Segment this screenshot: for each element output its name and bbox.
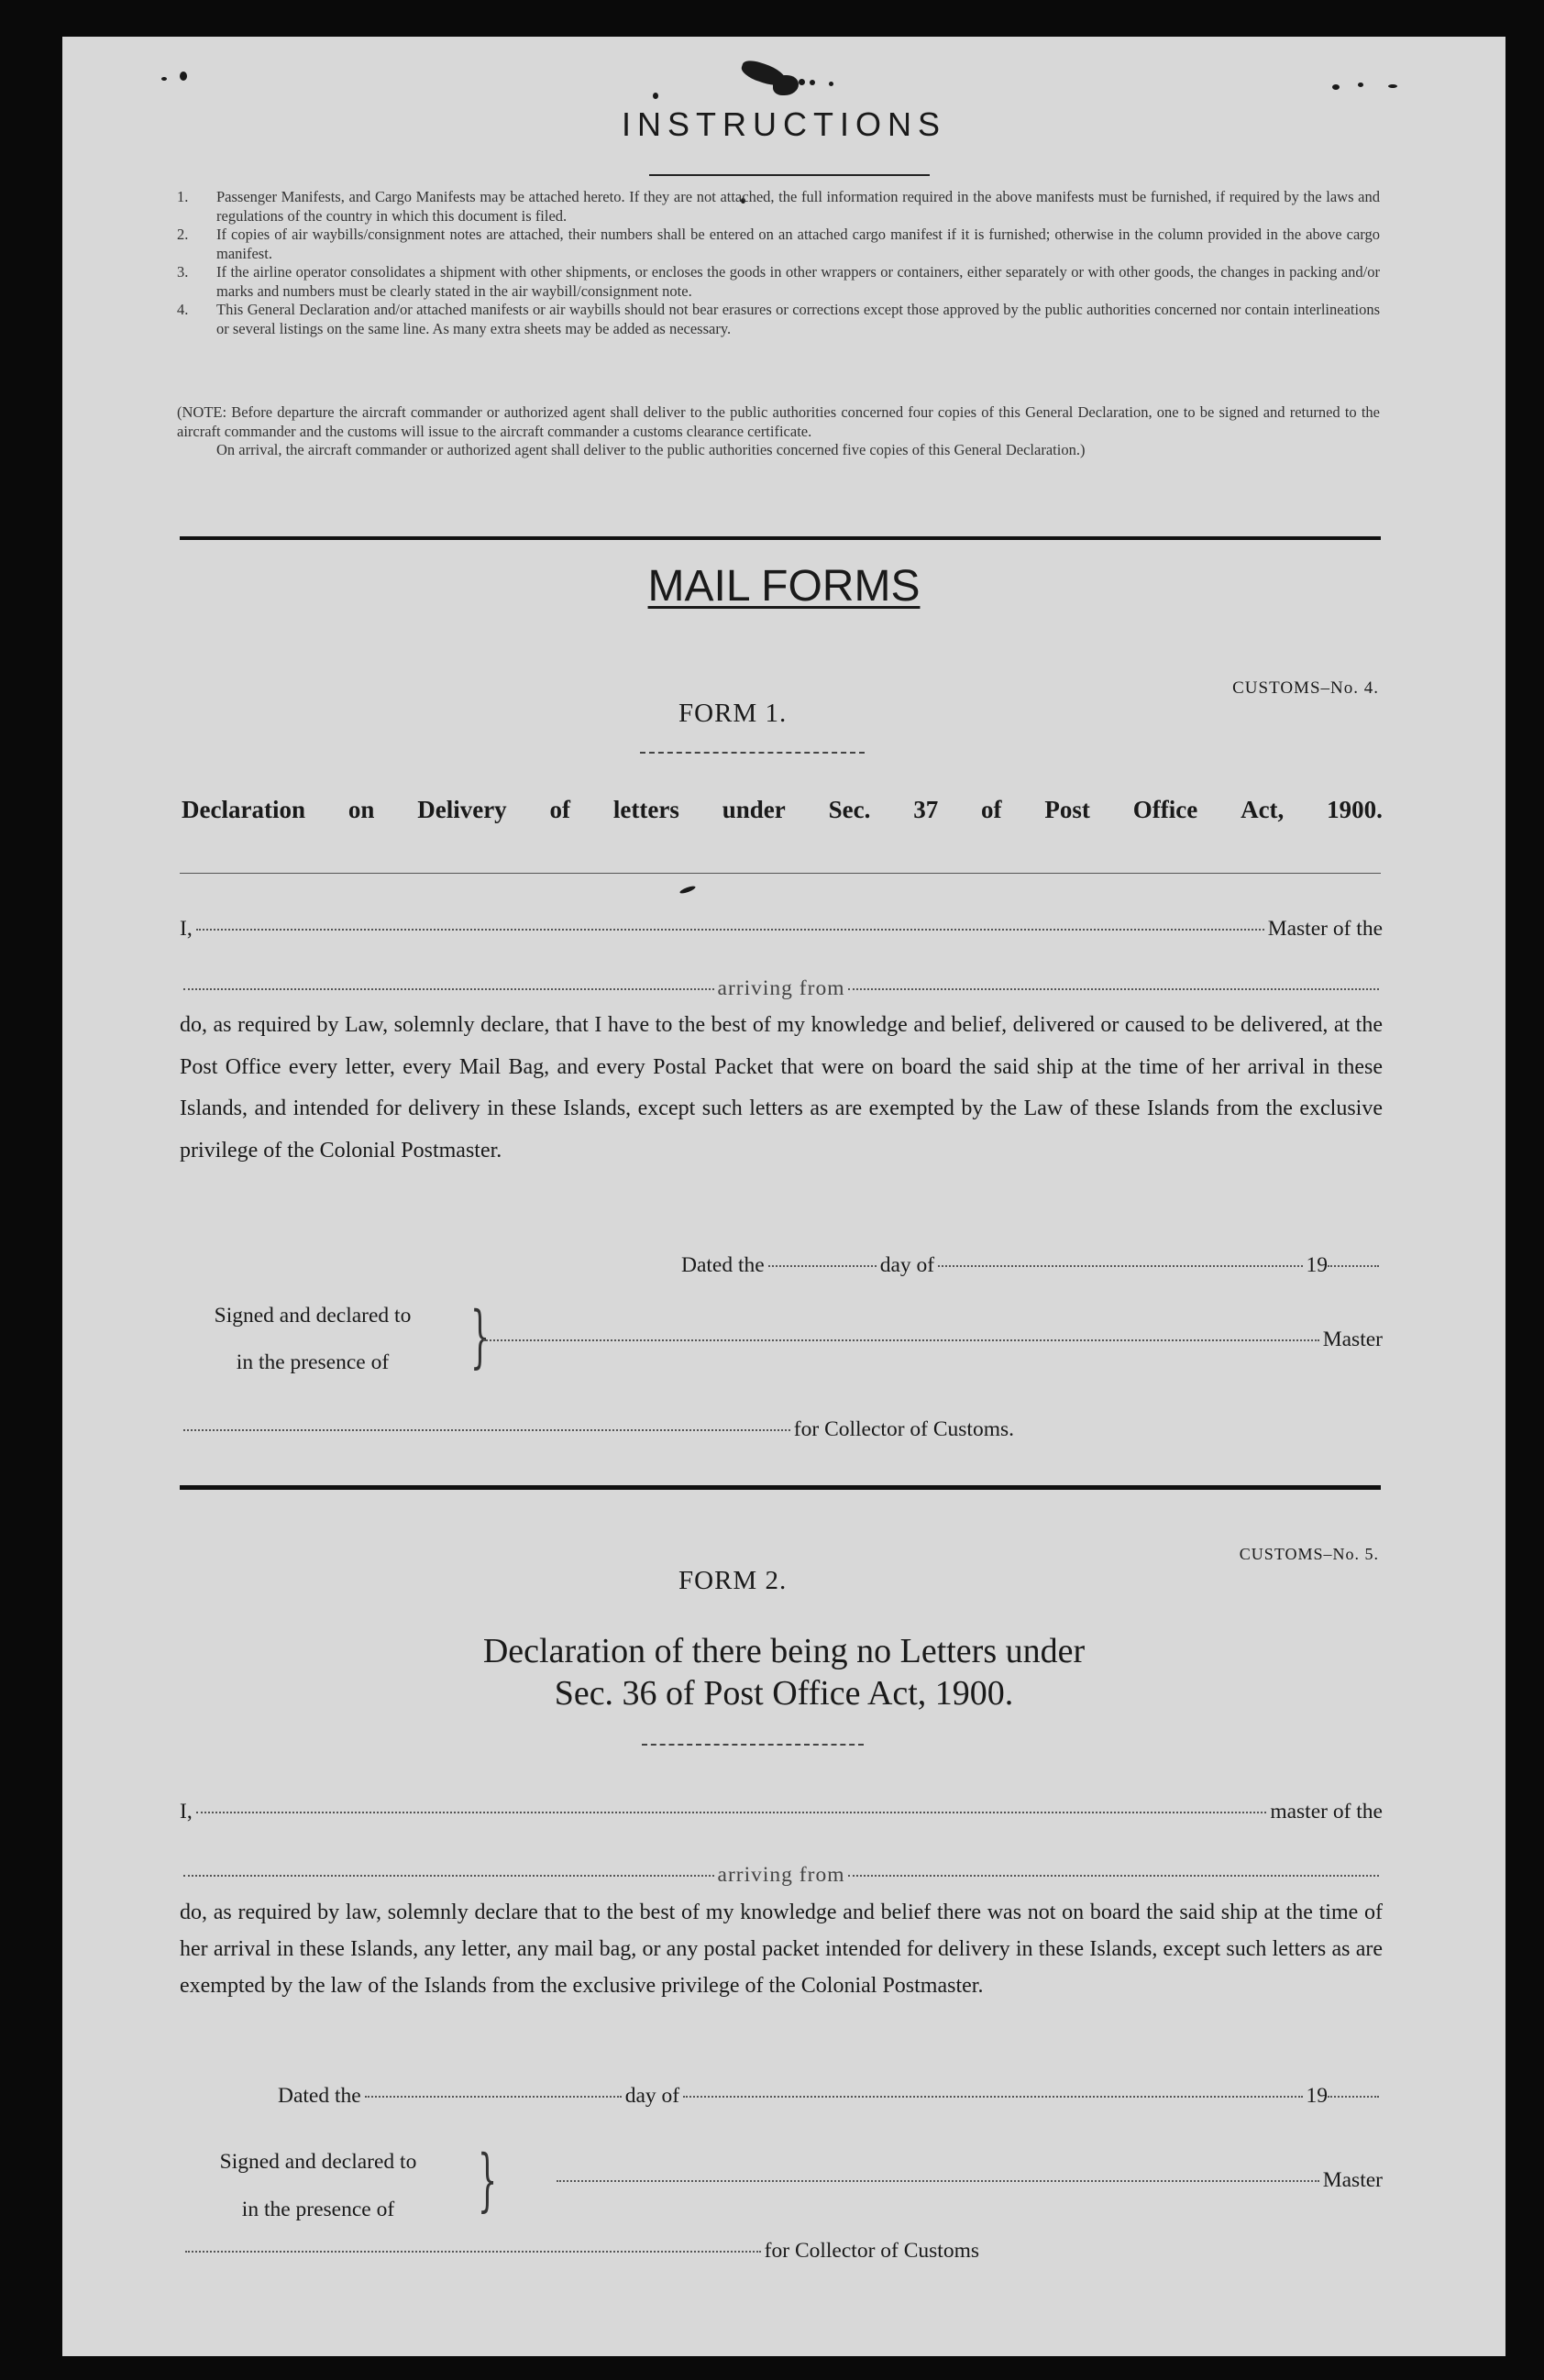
form2-name-field[interactable] xyxy=(196,1812,1267,1813)
declaration-word: letters xyxy=(612,796,679,823)
instruction-item: 4. This General Declaration and/or attached manifests or air waybills should not bear erasures or corrections except those approved by the public authorities concerned nor contain interlineations or several listings on the same line. As many extra sheets may be added as necessary. xyxy=(177,301,1380,337)
form1-customs-number: CUSTOMS–No. 4. xyxy=(1232,678,1379,698)
form2-year-field[interactable] xyxy=(1328,2096,1379,2098)
ink-speck xyxy=(180,72,187,81)
form2-master-line: I, master of the xyxy=(180,1800,1383,1824)
ink-speck xyxy=(653,93,658,99)
declaration-word: under xyxy=(722,796,786,823)
form1-master-signature-line: Master xyxy=(480,1328,1383,1352)
form1-collector-field[interactable] xyxy=(183,1429,790,1431)
form1-signed-label: Signed and declared to in the presence of xyxy=(214,1304,412,1374)
form2-collector-field[interactable] xyxy=(185,2251,761,2253)
form1-master-signature-field[interactable] xyxy=(483,1339,1319,1341)
instruction-item: 2. If copies of air waybills/consignment notes are attached, their numbers shall be entered on an attached cargo manifest if it is furnished; otherwise in the column provided in the above cargo manifest. xyxy=(177,226,1380,262)
ink-speck xyxy=(1358,83,1363,87)
form1-heading-rule xyxy=(180,873,1381,874)
instruction-item: 1. Passenger Manifests, and Cargo Manifests may be attached hereto. If they are not attached, the full information required in the above manifests must be furnished, if required by the laws and regulations of the country in which this document is filed. xyxy=(177,188,1380,225)
form2-collector-line: for Collector of Customs xyxy=(182,2239,979,2264)
declaration-word: Delivery xyxy=(417,796,507,823)
ink-speck xyxy=(773,75,799,95)
instructions-title: INSTRUCTIONS xyxy=(622,105,946,143)
ink-speck xyxy=(161,77,167,81)
ink-speck xyxy=(799,79,805,85)
form-divider xyxy=(180,1485,1381,1490)
instructions-list xyxy=(177,188,1380,338)
form1-title-rule xyxy=(640,752,865,754)
form2-master-signature-line: Master xyxy=(553,2168,1383,2193)
form2-declaration-heading: Declaration of there being no Letters under Sec. 36 of Post Office Act, 1900. xyxy=(482,1632,1086,1713)
form2-dated-line: Dated the day of 19 xyxy=(278,2084,1383,2109)
declaration-word: Sec. xyxy=(828,796,871,823)
declaration-word: 1900. xyxy=(1327,796,1383,823)
declaration-word: Declaration xyxy=(182,796,305,823)
declaration-word: on xyxy=(347,796,375,823)
instructions-underline xyxy=(649,174,930,176)
instructions-note xyxy=(177,403,1380,460)
mail-forms-title: MAIL FORMS xyxy=(647,562,921,611)
form1-collector-line: for Collector of Customs. xyxy=(180,1417,1014,1442)
ink-speck xyxy=(1388,84,1397,88)
form2-arriving-line: arriving from xyxy=(180,1863,1383,1888)
form2-title: FORM 2. xyxy=(678,1566,788,1595)
form1-origin-field[interactable] xyxy=(848,988,1379,990)
declaration-word: 37 xyxy=(913,796,939,823)
form2-signed-label: Signed and declared to in the presence of xyxy=(219,2150,417,2221)
form2-customs-number: CUSTOMS–No. 5. xyxy=(1239,1545,1379,1563)
ink-speck xyxy=(1332,84,1340,90)
form2-origin-field[interactable] xyxy=(848,1875,1379,1877)
declaration-word: of xyxy=(549,796,571,823)
form2-month-field[interactable] xyxy=(683,2096,1302,2098)
form2-master-signature-field[interactable] xyxy=(557,2180,1319,2182)
declaration-word: Office xyxy=(1132,796,1198,823)
form2-ship-field[interactable] xyxy=(183,1875,714,1877)
form1-master-line: I, Master of the xyxy=(180,917,1383,941)
form1-title: FORM 1. xyxy=(678,699,788,728)
ink-speck xyxy=(810,80,815,85)
form1-body: do, as required by Law, solemnly declare, that I have to the best of my knowledge and belief, delivered or caused to be delivered, at the Post Office every letter, every Mail Bag, and every Postal Packet that were on board the said ship at the time of her arrival in these Islands, and intended for delivery in these Islands, except such letters as are exempted by the Law of these Islands from the exclusive privilege of the Colonial Postmaster. xyxy=(180,1013,1383,1162)
declaration-word: of xyxy=(981,796,1002,823)
form1-dated-line: Dated the day of 19 xyxy=(681,1253,1383,1278)
form2-body: do, as required by law, solemnly declare that to the best of my knowledge and belief there was not on board the said ship at the time of her arrival in these Islands, any letter, any mail bag, or any postal packet intended for delivery in these Islands, except such letters as are exempted by the law of the Islands from the exclusive privilege of the Colonial Postmaster. xyxy=(180,1901,1383,1998)
declaration-word: Post xyxy=(1044,796,1090,823)
form1-declaration-heading xyxy=(182,796,1383,824)
form2-heading-rule xyxy=(642,1744,864,1746)
form1-ship-field[interactable] xyxy=(183,988,714,990)
instruction-item: 3. If the airline operator consolidates a shipment with other shipments, or encloses the goods in other wrappers or containers, either separately or with other goods, the changes in packing and/or marks and numbers must be clearly stated in the air waybill/consignment note. xyxy=(177,263,1380,300)
form1-day-field[interactable] xyxy=(768,1265,877,1267)
form1-name-field[interactable] xyxy=(196,929,1264,931)
form1-year-field[interactable] xyxy=(1328,1265,1379,1267)
form1-month-field[interactable] xyxy=(938,1265,1302,1267)
document-page xyxy=(62,37,1505,2356)
form2-brace-icon: } xyxy=(477,2141,498,2220)
form1-arriving-line: arriving from xyxy=(180,976,1383,1001)
note-arrival: On arrival, the aircraft commander or authorized agent shall deliver to the public authorities concerned five copies of this General Declaration.) xyxy=(216,441,1086,458)
declaration-word: Act, xyxy=(1241,796,1285,823)
form2-day-field[interactable] xyxy=(365,2096,622,2098)
form1-brace-icon: } xyxy=(469,1297,491,1376)
section-divider xyxy=(180,536,1381,540)
ink-speck xyxy=(679,885,697,895)
ink-speck xyxy=(829,82,833,86)
note-departure: (NOTE: Before departure the aircraft commander or authorized agent shall deliver to the public authorities concerned four copies of this General Declaration, one to be signed and returned to the aircraft commander and the customs will issue to the aircraft commander a customs clearance certificate. xyxy=(177,403,1380,440)
